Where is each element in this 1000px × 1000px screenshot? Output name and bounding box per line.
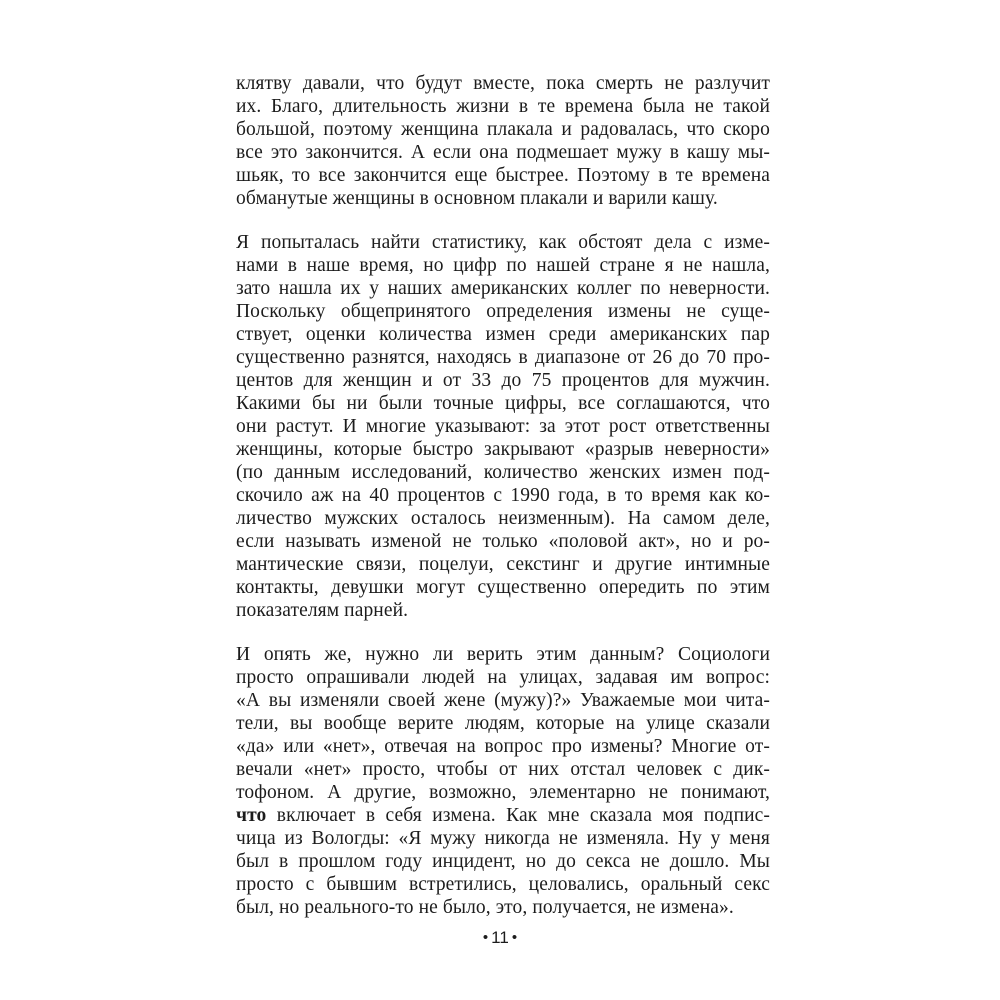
text-line: «да» или «нет», отвечая на вопрос про измены? Многие от- — [236, 736, 770, 757]
bold-word: что — [236, 805, 267, 826]
text-line: Поскольку общепринятого определения измены не суще- — [236, 301, 770, 322]
text-line: просто с бывшим встретились, целовались, оральный секс — [236, 874, 770, 895]
text-line: просто опрашивали людей на улицах, задавая им вопрос: — [236, 667, 770, 688]
text-line: нами в наше время, но цифр по нашей стране я не нашла, — [236, 255, 770, 276]
text-line: тели, вы вообще верите людям, которые на улице сказали — [236, 713, 770, 734]
page-number-value: 11 — [491, 928, 509, 947]
text-line: «А вы изменяли своей жене (мужу)?» Уважаемые мои чита- — [236, 690, 770, 711]
text-line: мантические связи, поцелуи, секстинг и другие интимные — [236, 554, 770, 575]
text-line: они растут. И многие указывают: за этот рост ответственны — [236, 416, 770, 437]
text-line: клятву давали, что будут вместе, пока смерть не разлучит — [236, 73, 770, 94]
text-line: тофоном. А другие, возможно, элементарно не понимают, — [236, 782, 770, 803]
text-line: центов для женщин и от 33 до 75 процентов для мужчин. — [236, 370, 770, 391]
text-line: показателям парней. — [236, 600, 409, 621]
page-text-block — [236, 72, 770, 940]
text-line: (по данным исследований, количество женских измен под- — [236, 462, 770, 483]
text-line: все это закончится. А если она подмешает мужу в кашу мы- — [236, 142, 770, 163]
text-line: большой, поэтому женщина плакала и радовалась, что скоро — [236, 119, 770, 140]
paragraph-3 — [236, 643, 770, 919]
text-line: женщины, которые быстро закрывают «разрыв неверности» — [236, 439, 770, 460]
paragraph-2 — [236, 231, 770, 622]
text-line: шьяк, то все закончится еще быстрее. Поэтому в те времена — [236, 165, 770, 186]
text-line-rest: включает в себя измена. Как мне сказала моя подпис- — [266, 805, 770, 826]
page-number — [0, 928, 1000, 948]
page-number-dot-left: • — [482, 929, 489, 946]
text-line: контакты, девушки могут существенно опередить по этим — [236, 577, 770, 598]
text-line: был, но реального-то не было, это, получается, не измена». — [236, 897, 734, 918]
page-number-dot-right: • — [511, 929, 518, 946]
text-line: ствует, оценки количества измен среди американских пар — [236, 324, 770, 345]
text-line: обманутые женщины в основном плакали и варили кашу. — [236, 188, 718, 209]
text-line: если называть изменой не только «половой акт», но и ро- — [236, 531, 770, 552]
paragraph-1 — [236, 72, 770, 210]
text-line: личество мужских осталось неизменным). На самом деле, — [236, 508, 770, 529]
text-line: скочило аж на 40 процентов с 1990 года, в то время как ко- — [236, 485, 770, 506]
text-line: Какими бы ни были точные цифры, все соглашаются, что — [236, 393, 770, 414]
text-line: их. Благо, длительность жизни в те времена была не такой — [236, 96, 770, 117]
text-line: вечали «нет» просто, чтобы от них отстал человек с дик- — [236, 759, 770, 780]
text-line: существенно разнятся, находясь в диапазоне от 26 до 70 про- — [236, 347, 770, 368]
text-line: И опять же, нужно ли верить этим данным? Социологи — [236, 644, 770, 665]
text-line: был в прошлом году инцидент, но до секса не дошло. Мы — [236, 851, 770, 872]
text-line: Я попыталась найти статистику, как обстоят дела с изме- — [236, 232, 770, 253]
text-line: зато нашла их у наших американских коллег по неверности. — [236, 278, 770, 299]
text-line: чица из Вологды: «Я мужу никогда не изменяла. Ну у меня — [236, 828, 770, 849]
text-line — [236, 804, 770, 827]
